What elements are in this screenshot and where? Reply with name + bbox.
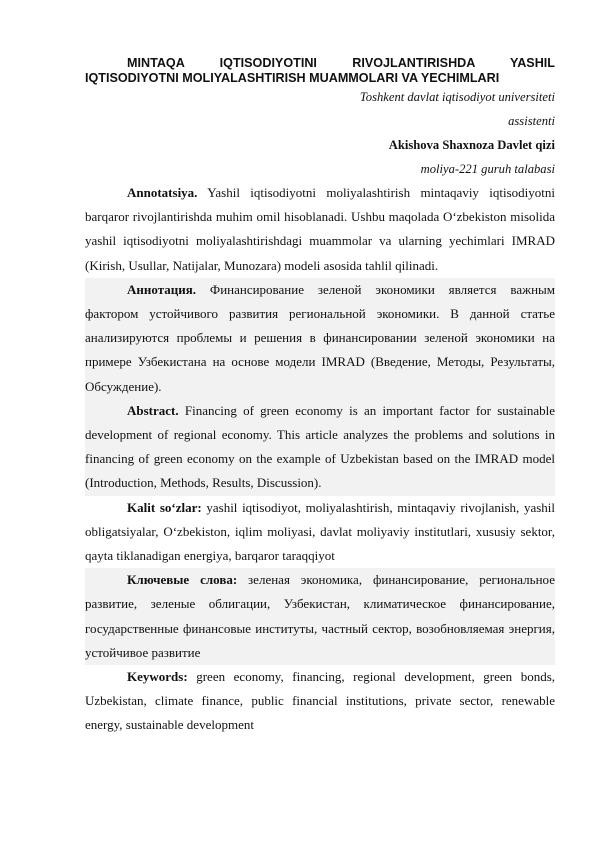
keywords-ru-label: Ключевые слова: [127, 572, 238, 588]
keywords-ru [85, 568, 555, 665]
keywords-uz-label: Kalit so‘zlar: [127, 499, 202, 515]
annotation-ru-label: Аннотация. [127, 281, 197, 297]
paper-page [85, 56, 555, 738]
abstract-en-text: Financing of green economy is an important factor for sustainable development of regional economy. This article analyzes the problems and solutions in financing of green economy on the example of Uzbekistan based on the IMRAD model (Introduction, Methods, Results, Discussion). [85, 402, 555, 491]
keywords-uz-text: yashil iqtisodiyot, moliyalashtirish, mintaqaviy rivojlanish, yashil obligatsiyalar, O‘zbekiston, iqlim moliyasi, davlat moliyaviy institutlari, xususiy sektor, qayta tiklanadigan energiya, barqaror taraqqiyot [85, 499, 555, 564]
author-university: Toshkent davlat iqtisodiyot universiteti [359, 90, 555, 104]
paper-title: MINTAQA IQTISODIYOTINI RIVOJLANTIRISHDA YASHIL IQTISODIYOTNI MOLIYALASHTIRISH MUAMMOLARI VA YECHIMLARI [85, 56, 555, 85]
keywords-en-label: Keywords: [127, 669, 188, 685]
author-position: assistenti [508, 114, 555, 128]
abstract-en [85, 399, 555, 496]
keywords-uz [85, 496, 555, 569]
keywords-ru-text: зеленая экономика, финансирование, региональное развитие, зеленые облигации, Узбекистан, климатическое финансирование, государственные финансовые институты, частный сектор, возобновляемая энергия, устойчивое развитие [85, 572, 555, 660]
annotation-ru-text: Финансирование зеленой экономики является важным фактором устойчивого развития региональной экономики. В данной статье анализируются проблемы и решения в финансировании зеленой экономики на примере Узбекистана на основе модели IMRAD (Введение, Методы, Результаты, Обсуждение). [85, 281, 555, 394]
annotation-uz [85, 181, 555, 278]
annotation-uz-label: Annotatsiya. [127, 185, 198, 200]
keywords-en [85, 665, 555, 738]
keywords-en-text: green economy, financing, regional development, green bonds, Uzbekistan, climate finance, public financial institutions, private sector, renewable energy, sustainable development [85, 669, 555, 733]
annotation-uz-text: Yashil iqtisodiyotni moliyalashtirish mintaqaviy iqtisodiyotni barqaror rivojlantirishda muhim omil hisoblanadi. Ushbu maqolada O‘zbekiston misolida yashil iqtisodiyotni moliyalashtirishdagi muammolar va ularning yechimlari IMRAD (Kirish, Usullar, Natijalar, Munozara) modeli asosida tahlil qilinadi. [85, 185, 555, 273]
abstract-en-label: Abstract. [127, 402, 179, 418]
annotation-ru [85, 278, 555, 399]
author-group: moliya-221 guruh talabasi [420, 162, 555, 176]
author-name: Akishova Shaxnoza Davlet qizi [388, 138, 555, 152]
